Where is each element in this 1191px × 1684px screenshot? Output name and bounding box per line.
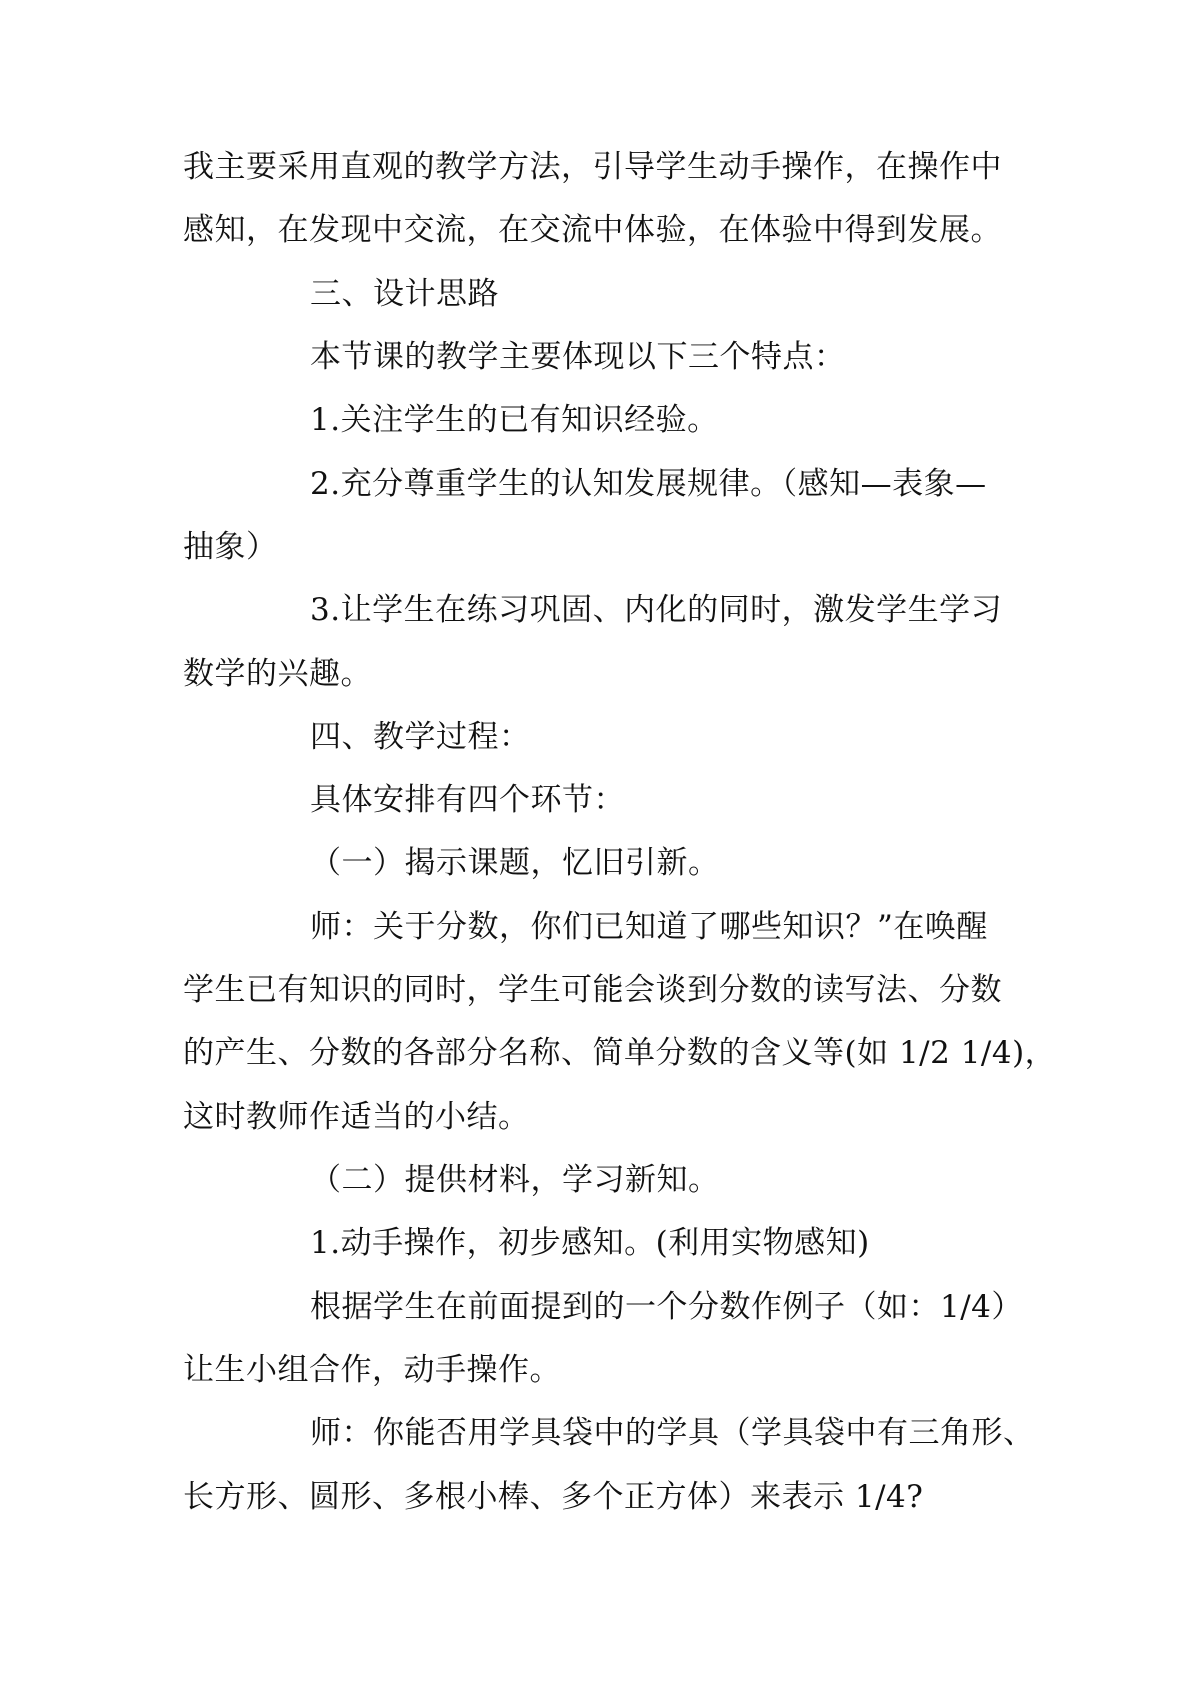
text-line: 数学的兴趣。 <box>183 656 372 692</box>
text-line: 师：你能否用学具袋中的学具（学具袋中有三角形、 <box>310 1415 1035 1451</box>
text-line: 抽象） <box>183 529 278 565</box>
subsection-heading: （一）揭示课题，忆旧引新。 <box>310 845 720 881</box>
text-line: 长方形、圆形、多根小棒、多个正方体）来表示 1/4? <box>183 1479 924 1515</box>
text-line: 的产生、分数的各部分名称、简单分数的含义等(如 1/2 1/4)， <box>183 1035 1057 1071</box>
text-line: 具体安排有四个环节： <box>310 782 625 818</box>
list-item: 1.关注学生的已有知识经验。 <box>310 402 719 438</box>
text-line: 让生小组合作，动手操作。 <box>183 1352 561 1388</box>
list-item: 2.充分尊重学生的认知发展规律。（感知—表象— <box>310 466 987 502</box>
text-line: 我主要采用直观的教学方法，引导学生动手操作，在操作中 <box>183 149 1002 185</box>
list-item: 3.让学生在练习巩固、内化的同时，激发学生学习 <box>310 592 1003 628</box>
text-line: 学生已有知识的同时，学生可能会谈到分数的读写法、分数 <box>183 972 1002 1008</box>
text-line: 根据学生在前面提到的一个分数作例子（如：1/4） <box>310 1289 1023 1325</box>
text-line: 师：关于分数，你们已知道了哪些知识？”在唤醒 <box>310 909 988 945</box>
text-line: 本节课的教学主要体现以下三个特点： <box>310 339 846 375</box>
section-heading: 三、设计思路 <box>310 276 499 312</box>
subsection-heading: （二）提供材料，学习新知。 <box>310 1162 720 1198</box>
list-item: 1.动手操作，初步感知。(利用实物感知) <box>310 1225 870 1261</box>
text-line: 感知，在发现中交流，在交流中体验，在体验中得到发展。 <box>183 212 1002 248</box>
text-line: 这时教师作适当的小结。 <box>183 1099 530 1135</box>
section-heading: 四、教学过程： <box>310 719 531 755</box>
